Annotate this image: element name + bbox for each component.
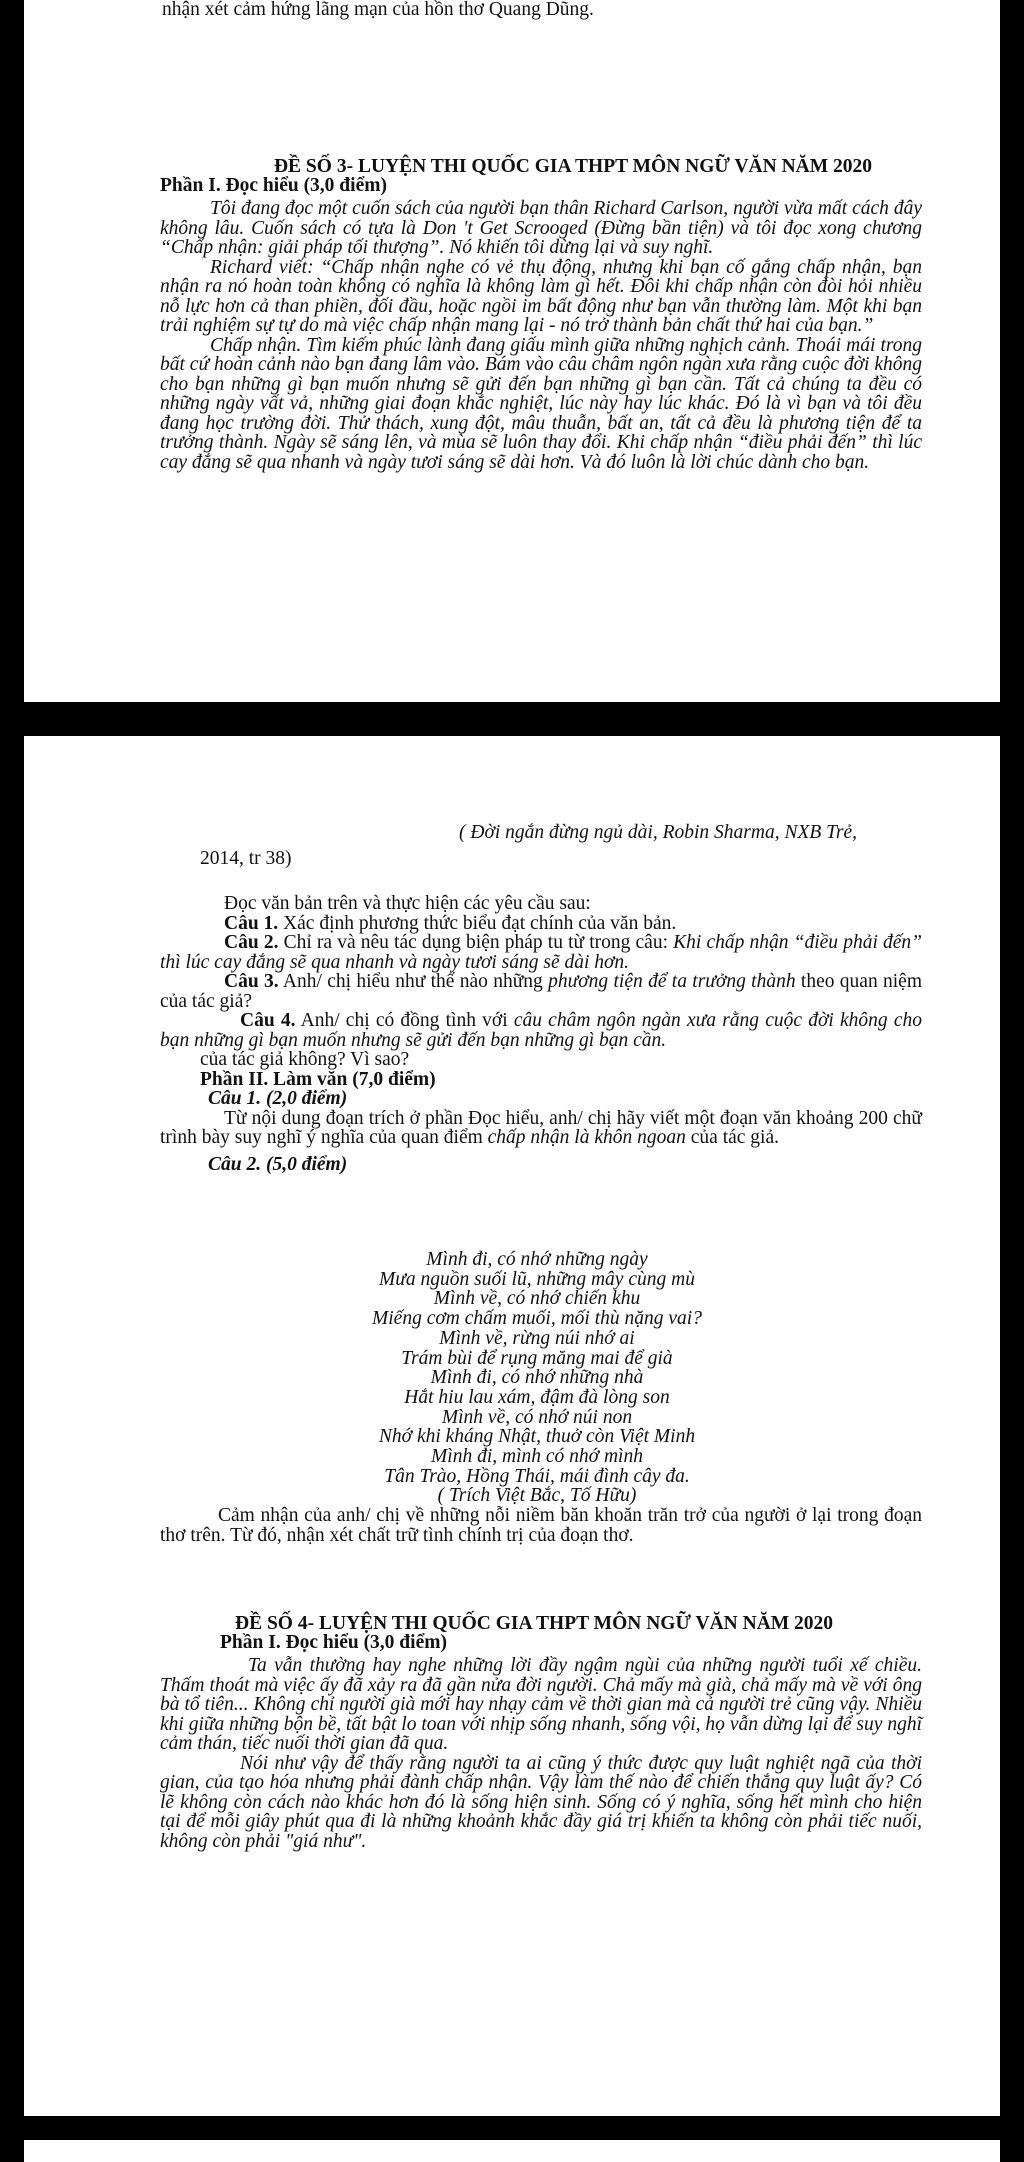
top-line: nhận xét cảm hứng lãng mạn của hồn thơ Quang Dũng. [162,0,594,20]
part2-q2-heading: Câu 2. (5,0 điểm) [208,1153,348,1175]
poem-line: Mình đi, có nhớ những nhà [430,1367,644,1389]
reading-passage-4 [160,1656,922,1851]
passage-paragraph: Ta vẫn thường hay nghe những lời đầy ngậm ngùi của những người tuổi xế chiều. Thấm thoát mà việc ấy đã xảy ra đã gần nửa đời người. Chả mấy mà già, chả mấy mà về với ông bà tổ tiên... Không chỉ người già mới hay nhạy cảm về thời gian mà cả người trẻ cũng vậy. Nhiều khi giữa những bộn bề, tất bật lo toan với nhịp sống nhanh, sống vội, họ vẫn dừng lại để suy nghĩ cảm thán, tiếc nuối thời gian đã qua. [160,1655,922,1754]
part1-heading-3: Phần I. Đọc hiểu (3,0 điểm) [160,175,387,196]
part2-heading: Phần II. Làm văn (7,0 điểm) [200,1068,436,1090]
q-text: Từ nội dung đoạn trích ở phần Đọc hiểu, anh/ chị hãy viết một đoạn văn khoảng 200 chữ trình bày suy nghĩ ý nghĩa của quan điểm [160,1107,922,1148]
questions-intro: Đọc văn bản trên và thực hiện các yêu cầu sau: [224,893,591,914]
poem-line: Trám bùi để rụng măng mai để già [401,1347,673,1369]
source-title: ( Đời ngắn đừng ngủ dài, Robin Sharma, NXB Trẻ, [459,822,858,843]
document-page [24,0,1000,702]
part2-q1-task [160,1109,922,1148]
poem [274,1250,800,1506]
poem-line: Nhớ khi kháng Nhật, thuở còn Việt Minh [378,1426,696,1448]
poem-line: Mình về, rừng núi nhớ ai [439,1327,635,1349]
source-citation [459,822,922,844]
questions [160,894,922,1174]
question-2 [160,933,922,972]
exam-title-3: ĐỀ SỐ 3- LUYỆN THI QUỐC GIA THPT MÔN NGỮ VĂN NĂM 2020 [273,156,873,177]
poem-line: Mình về, có nhớ chiến khu [433,1288,641,1310]
question-3 [160,972,922,1011]
part2-q1-heading: Câu 1. (2,0 điểm) [208,1088,348,1109]
q-text: Anh/ chị có đồng tình với [295,1010,514,1031]
q-text: theo quan niệm của tác giả? [160,971,923,1012]
document-page [24,736,1000,2116]
poem-line: Hắt hiu lau xám, đậm đà lòng son [404,1386,670,1408]
passage-paragraph: Tôi đang đọc một cuốn sách của người bạn thân Richard Carlson, người vừa mất cách đây không lâu. Cuốn sách có tựa là Don 't Get Scrooged (Đừng bần tiện) và tôi đọc xong chương “Chấp nhận: giải pháp tối thượng”. Nó khiến tôi dừng lại và suy nghĩ. [160,198,922,258]
question-4 [160,1011,922,1050]
question-1 [160,914,922,934]
q-label: Câu 3. [224,971,279,992]
q-text: Anh/ chị hiểu như thế nào những [278,971,549,992]
q-quote: phương tiện để ta trưởng thành [548,971,796,992]
poem-line: Miếng cơm chấm muối, mối thù nặng vai? [372,1308,702,1330]
q-quote: Khi chấp nhận “điều phải đến” thì lúc cay đắng sẽ qua nhanh và ngày tươi sáng sẽ dài hơn. [160,932,922,973]
q-label: Câu 1. [224,912,279,934]
q-quote: chấp nhận là khôn ngoan [487,1127,686,1148]
poem-line: Mưa nguồn suối lũ, những mây cùng mù [379,1268,695,1290]
q-text: Xác định phương thức biểu đạt chính của văn bản. [278,912,677,934]
poem-line: Mình đi, có nhớ những ngày [426,1249,648,1270]
exam-title-4: ĐỀ SỐ 4- LUYỆN THI QUỐC GIA THPT MÔN NGỮ VĂN NĂM 2020 [235,1613,834,1634]
part2-q2-task: Cảm nhận của anh/ chị về những nỗi niềm băn khoăn trăn trở của người ở lại trong đoạn thơ trên. Từ đó, nhận xét chất trữ tình chính trị của đoạn thơ. [160,1505,922,1546]
q-text: Chỉ ra và nêu tác dụng biện pháp tu từ trong câu: [278,932,674,953]
q-label: Câu 4. [240,1010,296,1031]
document-page [24,2140,1000,2162]
passage-paragraph: Chấp nhận. Tìm kiếm phúc lành đang giấu mình giữa những nghịch cảnh. Thoái mái trong bất cứ hoàn cảnh nào bạn đang lâm vào. Bám vào câu châm ngôn ngàn xưa rằng cuộc đời không cho bạn những gì bạn muốn nhưng sẽ gửi đến bạn những gì bạn cần. Tất cả chúng ta đều có những ngày vất vả, những giai đoạn khắc nghiệt, lúc này hay lúc khác. Đó là vì bạn và tôi đều đang học trường đời. Thử thách, xung đột, mâu thuẫn, bất an, tất cả đều là phương tiện để ta trưởng thành. Ngày sẽ sáng lên, và mùa sẽ luôn thay đổi. Khi chấp nhận “điều phải đến” thì lúc cay đắng sẽ qua nhanh và ngày tươi sáng sẽ dài hơn. Và đó luôn là lời chúc dành cho bạn. [160,334,922,473]
q-quote: câu châm ngôn ngàn xưa rằng cuộc đời không cho bạn những gì bạn muốn nhưng sẽ gửi đến bạn những gì bạn cần. [160,1010,922,1051]
q-text: của tác giả. [685,1127,780,1148]
q-label: Câu 2. [224,932,279,953]
part2-q2-task-block [160,1506,922,1545]
poem-lines [274,1250,800,1486]
poem-line: Mình về, có nhớ núi non [441,1406,633,1428]
poem-line: Mình đi, mình có nhớ mình [431,1446,643,1468]
question-4-end: của tác giả không? Vì sao? [200,1049,410,1070]
part1-heading-4: Phần I. Đọc hiểu (3,0 điểm) [220,1632,447,1653]
poem-line: Tân Trào, Hồng Thái, mái đình cây đa. [384,1465,690,1487]
reading-passage-3 [160,199,922,472]
source-page: 2014, tr 38) [200,848,292,869]
poem-source: ( Trích Việt Bắc, Tố Hữu) [437,1485,637,1507]
passage-paragraph: Richard viết: “Chấp nhận nghe có vẻ thụ động, nhưng khi bạn cố gắng chấp nhận, bạn nhận ra nó hoàn toàn không có nghĩa là không làm gì hết. Đôi khi chấp nhận còn đòi hỏi nhiều nỗ lực hơn cả than phiền, đối đầu, hoặc ngồi im bất động như bạn vẫn thường làm. Một khi bạn trải nghiệm sự tự do mà việc chấp nhận mang lại - nó trở thành bản chất thứ hai của bạn.” [160,256,922,336]
passage-paragraph: Nói như vậy để thấy rằng người ta ai cũng ý thức được quy luật nghiệt ngã của thời gian, của tạo hóa nhưng phải đành chấp nhận. Vậy làm thế nào để chiến thắng quy luật ấy? Có lẽ không còn cách nào khác hơn đó là sống hiện sinh. Sống có ý nghĩa, sống hết mình cho hiện tại để mỗi giây phút qua đi là những khoảnh khắc đầy giá trị khiến ta không còn phải tiếc nuối, không còn phải "giá như". [160,1752,922,1852]
